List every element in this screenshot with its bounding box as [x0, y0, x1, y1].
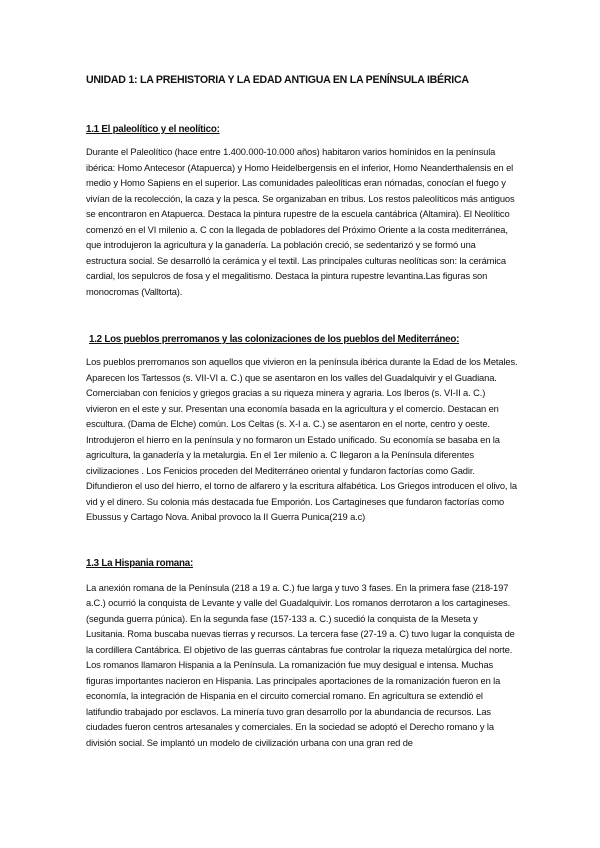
section-hispania-romana — [86, 557, 518, 752]
section-paragraph: La anexión romana de la Península (218 a 19 a. C.) fue larga y tuvo 3 fases. En la primera fase (218-197 a.C.) ocurrió la conquista de Levante y valle del Guadalquivir. Los romanos derrotaron a los cartagineses. (segunda guerra púnica). En la segunda fase (157-133 a. C.) sucedió la conquista de la Meseta y Lusitania. Roma buscaba nuevas tierras y recursos. La tercera fase (27-19 a. C) tuvo lugar la conquista de la cordillera Cantábrica. El objetivo de las guerras cántabras fue controlar la riqueza metalúrgica del norte. Los romanos llamaron Hispania a la Península. La romanización fue muy desigual e intensa. Muchas figuras importantes nacieron en Hispania. Las principales aportaciones de la romanización fueron en la economía, la integración de Hispania en el circuito comercial romano. En agricultura se extendió el latifundio trabajado por esclavos. La minería tuvo gran desarrollo por la abundancia de recursos. Las ciudades fueron centros artesanales y comerciales. En la sociedad se adoptó el Derecho romano y la división social. Se implantó un modelo de civilización urbana con una gran red de — [86, 582, 515, 748]
section-paleolitico-neolitico — [86, 123, 518, 300]
document-content — [86, 73, 518, 751]
section-paragraph: Los pueblos prerromanos son aquellos que vivieron en la península ibérica durante la Edad de los Metales. Aparecen los Tartessos (s. VII-VI a. C.) que se asentaron en los valles del Guadalquivir y el Guadiana. Comerciaban con fenicios y griegos gracias a su riqueza minera y agraria. Los Iberos (s. VI-II a. C.) vivieron en el este y sur. Presentan una economía basada en la agricultura y el comercio. Destacan en escultura. (Dama de Elche) común. Los Celtas (s. X-I a. C.) se asentaron en el norte, centro y oeste. Introdujeron el hierro en la península y no formaron un Estado unificado. Su economía se basaba en la agricultura, la ganadería y la metalurgia. En el 1er milenio a. C llegaron a la Península diferentes civilizaciones . Los Fenicios proceden del Mediterráneo oriental y fundaron factorías como Gadir. Difundieron el uso del hierro, el torno de alfarero y la escritura alfabética. Los Griegos introducen el olivo, la vid y el dinero. Su colonia más destacada fue Emporión. Los Cartagineses que fundaron factorías como Ebussus y Cartago Nova. Anibal provoco la II Guerra Punica(219 a.c) — [86, 357, 518, 522]
section-heading: 1.3 La Hispania romana: — [86, 557, 193, 569]
section-paragraph: Durante el Paleolítico (hace entre 1.400.000-10.000 años) habitaron varios homínidos en la península ibérica: Homo Antecesor (Atapuerca) y Homo Heidelbergensis en el inferior, Homo Neanderthalensis en el medio y Homo Sapiens en el superior. Las comunidades paleolíticas eran nómadas, conocían el fuego y vivían de la recolección, la caza y la pesca. Se organizaban en tribus. Los restos paleolíticos más antiguos se encontraron en Atapuerca. Destaca la pintura rupestre de la escuela cantábrica (Altamira). El Neolítico comenzó en el VI milenio a. C con la llegada de pobladores del Próximo Oriente a la costa mediterránea, que introdujeron la agricultura y la ganadería. La población creció, se sedentarizó y se formó una estructura social. Se desarrolló la cerámica y el textil. Las principales culturas neolíticas son: la cerámica cardial, los sepulcros de fosa y el megalitismo. Destaca la pintura rupestre levantina.Las figuras son monocromas (Valltorta). — [86, 147, 515, 297]
section-pueblos-prerromanos — [86, 333, 518, 526]
unit-title: UNIDAD 1: LA PREHISTORIA Y LA EDAD ANTIGUA EN LA PENÍNSULA IBÉRICA — [86, 74, 469, 86]
section-heading: 1.1 El paleolítico y el neolítico: — [86, 124, 220, 135]
section-heading: 1.2 Los pueblos prerromanos y las colonizaciones de los pueblos del Mediterráneo: — [89, 334, 460, 345]
